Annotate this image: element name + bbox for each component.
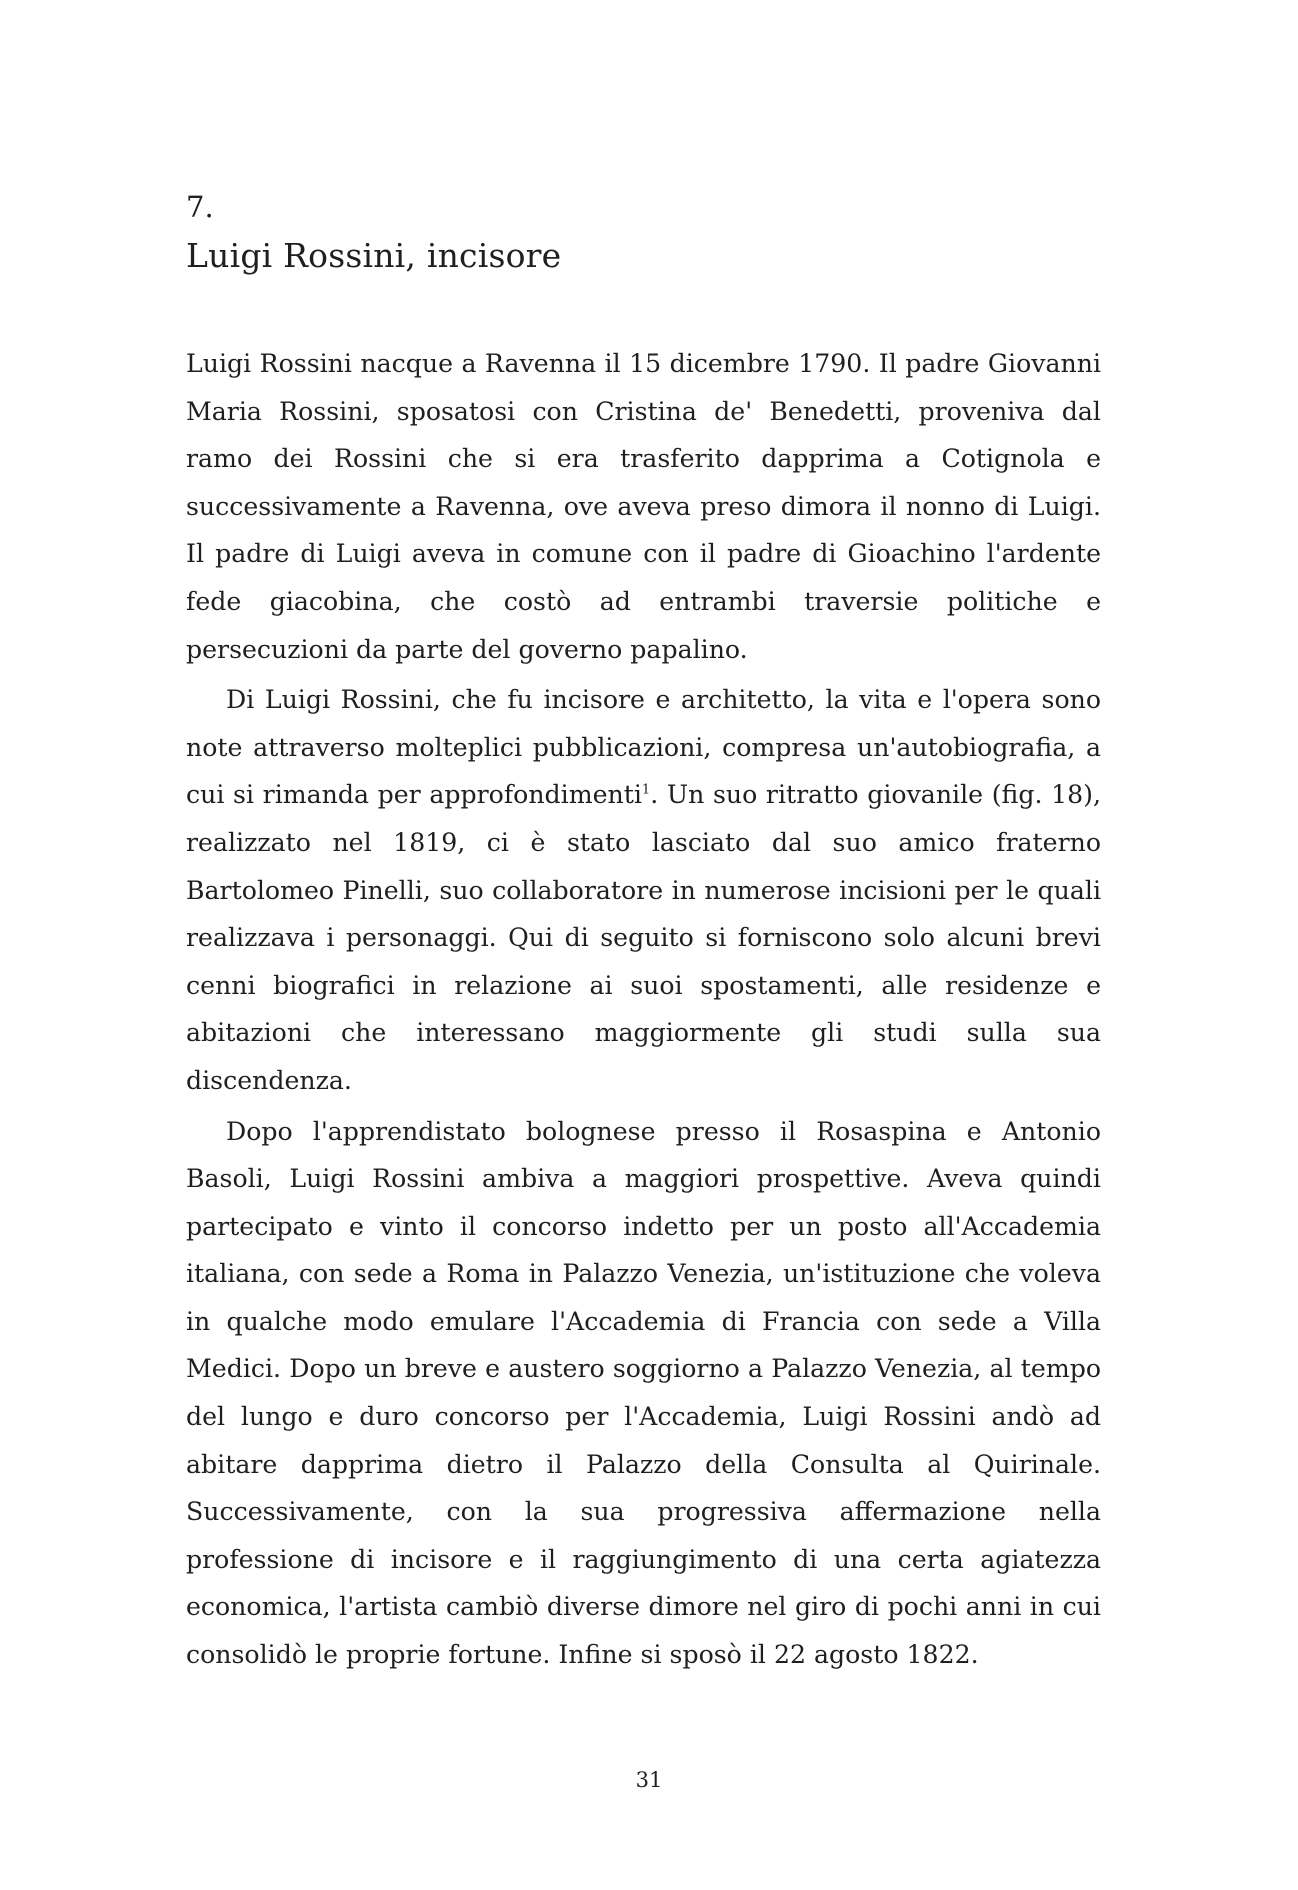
chapter-title: Luigi Rossini, incisore bbox=[186, 236, 562, 275]
paragraph-1: Luigi Rossini nacque a Ravenna il 15 dicembre 1790. Il padre Giovanni Maria Rossini, sposatosi con Cristina de' Benedetti, proveniva dal ramo dei Rossini che si era trasferito dapprima a Cotignola e successivamente a Ravenna, ove aveva preso dimora il nonno di Luigi. Il padre di Luigi aveva in comune con il padre di Gioachino l'ardente fede giacobina, che costò ad entrambi traversie politiche e persecuzioni da parte del governo papalino. bbox=[186, 349, 1101, 664]
chapter-number: 7. bbox=[186, 190, 214, 224]
page-number: 31 bbox=[635, 1768, 663, 1792]
paragraph-3: Dopo l'apprendistato bolognese presso il Rosaspina e Antonio Basoli, Luigi Rossini ambiva a maggiori prospettive. Aveva quindi partecipato e vinto il concorso indetto per un posto all'Accademia italiana, con sede a Roma in Palazzo Venezia, un'istituzione che voleva in qualche modo emulare l'Accademia di Francia con sede a Villa Medici. Dopo un breve e austero soggiorno a Palazzo Venezia, al tempo del lungo e duro concorso per l'Accademia, Luigi Rossini andò ad abitare dapprima dietro il Palazzo della Consulta al Quirinale. Successivamente, con la sua progressiva affermazione nella professione di incisore e il raggiungimento di una certa agiatezza economica, l'artista cambiò diverse dimore nel giro di pochi anni in cui consolidò le proprie fortune. Infine si sposò il 22 agosto 1822. bbox=[186, 1116, 1101, 1670]
paragraph-2-text-before-note: Di Luigi Rossini, che fu incisore e architetto, la vita e l'opera sono note attraverso molteplici pubblicazioni, compresa un'autobiografia, a cui si rimanda per approfondimenti bbox=[186, 685, 1101, 810]
body-text bbox=[186, 340, 1101, 1679]
footnote-reference[interactable]: 1 bbox=[641, 782, 651, 798]
paragraph-2 bbox=[186, 676, 1101, 1104]
paragraph-2-text-after-note: . Un suo ritratto giovanile (fig. 18), realizzato nel 1819, ci è stato lasciato dal suo amico fraterno Bartolomeo Pinelli, suo collaboratore in numerose incisioni per le quali realizzava i personaggi. Qui di seguito si forniscono solo alcuni brevi cenni biografici in relazione ai suoi spostamenti, alle residenze e abitazioni che interessano maggiormente gli studi sulla sua discendenza. bbox=[186, 780, 1101, 1095]
